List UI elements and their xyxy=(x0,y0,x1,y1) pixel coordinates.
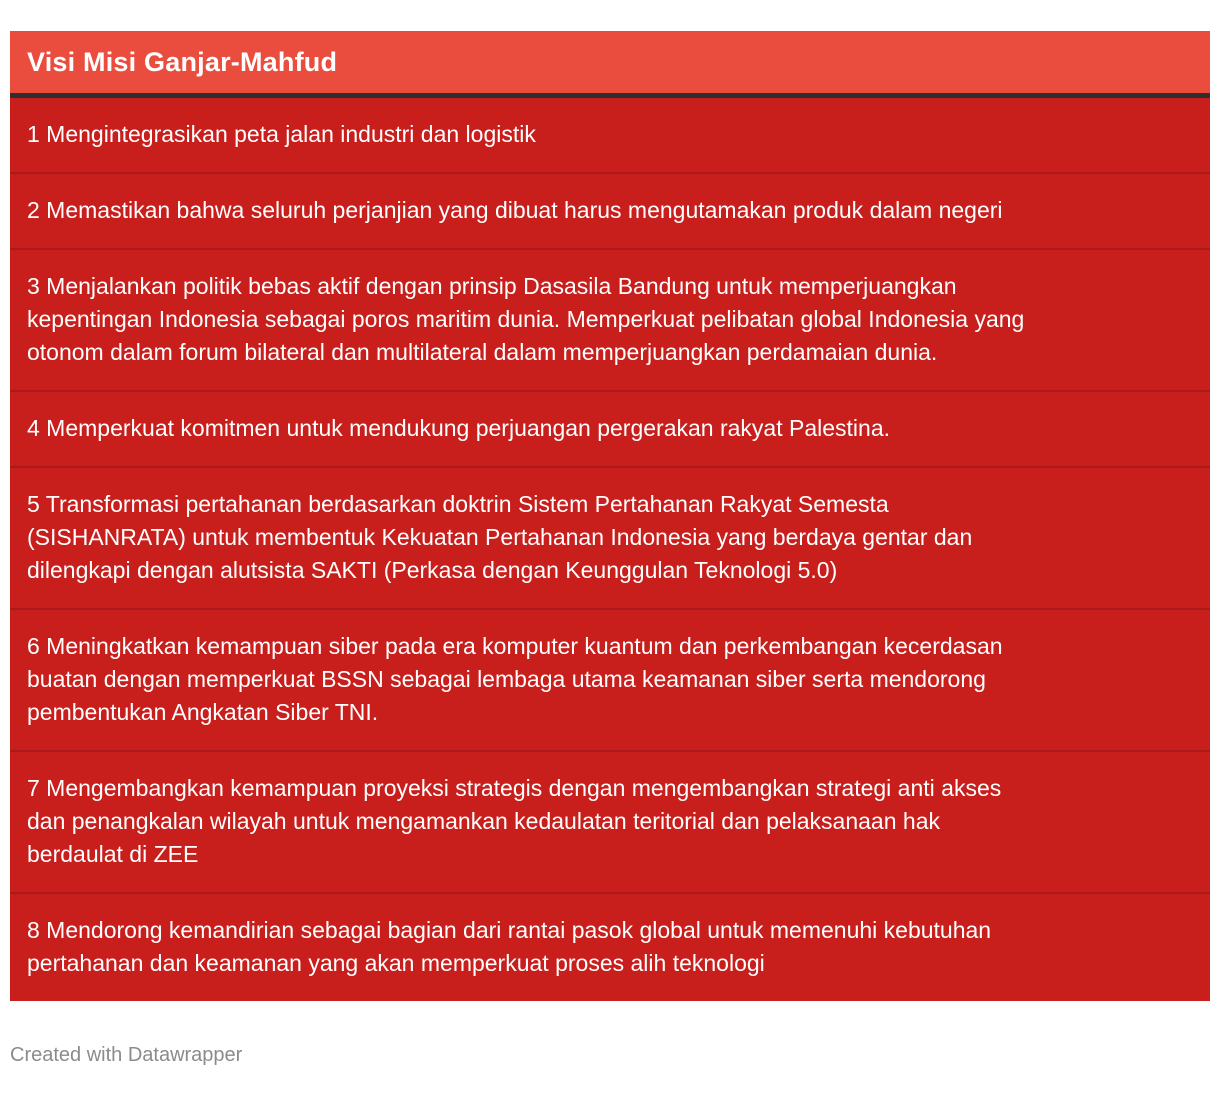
table-row-text: 2 Memastikan bahwa seluruh perjanjian yang dibuat harus mengutamakan produk dalam negeri xyxy=(27,197,1003,223)
table-row xyxy=(10,750,1210,892)
datawrapper-credit: Created with Datawrapper xyxy=(10,1044,243,1066)
table-row xyxy=(10,466,1210,608)
table-row xyxy=(10,608,1210,750)
table-row-text: 5 Transformasi pertahanan berdasarkan doktrin Sistem Pertahanan Rakyat Semesta (SISHANRATA) untuk membentuk Kekuatan Pertahanan Indonesia yang berdaya gentar dan dilengkapi dengan alutsista SAKTI (Perkasa dengan Keunggulan Teknologi 5.0) xyxy=(27,491,973,583)
table-row-text: 1 Mengintegrasikan peta jalan industri dan logistik xyxy=(27,121,536,147)
table-row-text: 7 Mengembangkan kemampuan proyeksi strategis dengan mengembangkan strategi anti akses dan penangkalan wilayah untuk mengamankan kedaulatan teritorial dan pelaksanaan hak berdaulat di ZEE xyxy=(27,775,1002,867)
table-title: Visi Misi Ganjar-Mahfud xyxy=(27,46,338,77)
table-row xyxy=(10,892,1210,1001)
footer xyxy=(10,1043,1210,1081)
table-row xyxy=(10,248,1210,390)
table-row xyxy=(10,390,1210,466)
table-row-text: 8 Mendorong kemandirian sebagai bagian dari rantai pasok global untuk memenuhi kebutuhan pertahanan dan keamanan yang akan memperkuat proses alih teknologi xyxy=(27,917,992,976)
table-row-text: 3 Menjalankan politik bebas aktif dengan prinsip Dasasila Bandung untuk memperjuangkan kepentingan Indonesia sebagai poros maritim dunia. Memperkuat pelibatan global Indonesia yang otonom dalam forum bilateral dan multilateral dalam memperjuangkan perdamaian dunia. xyxy=(27,273,1025,365)
table xyxy=(10,0,1210,1001)
table-header xyxy=(10,31,1210,98)
table-body xyxy=(10,98,1210,1001)
table-row xyxy=(10,98,1210,172)
table-row xyxy=(10,172,1210,248)
table-row-text: 6 Meningkatkan kemampuan siber pada era komputer kuantum dan perkembangan kecerdasan buatan dengan memperkuat BSSN sebagai lembaga utama keamanan siber serta mendorong pembentukan Angkatan Siber TNI. xyxy=(27,633,1003,725)
table-row-text: 4 Memperkuat komitmen untuk mendukung perjuangan pergerakan rakyat Palestina. xyxy=(27,415,890,441)
